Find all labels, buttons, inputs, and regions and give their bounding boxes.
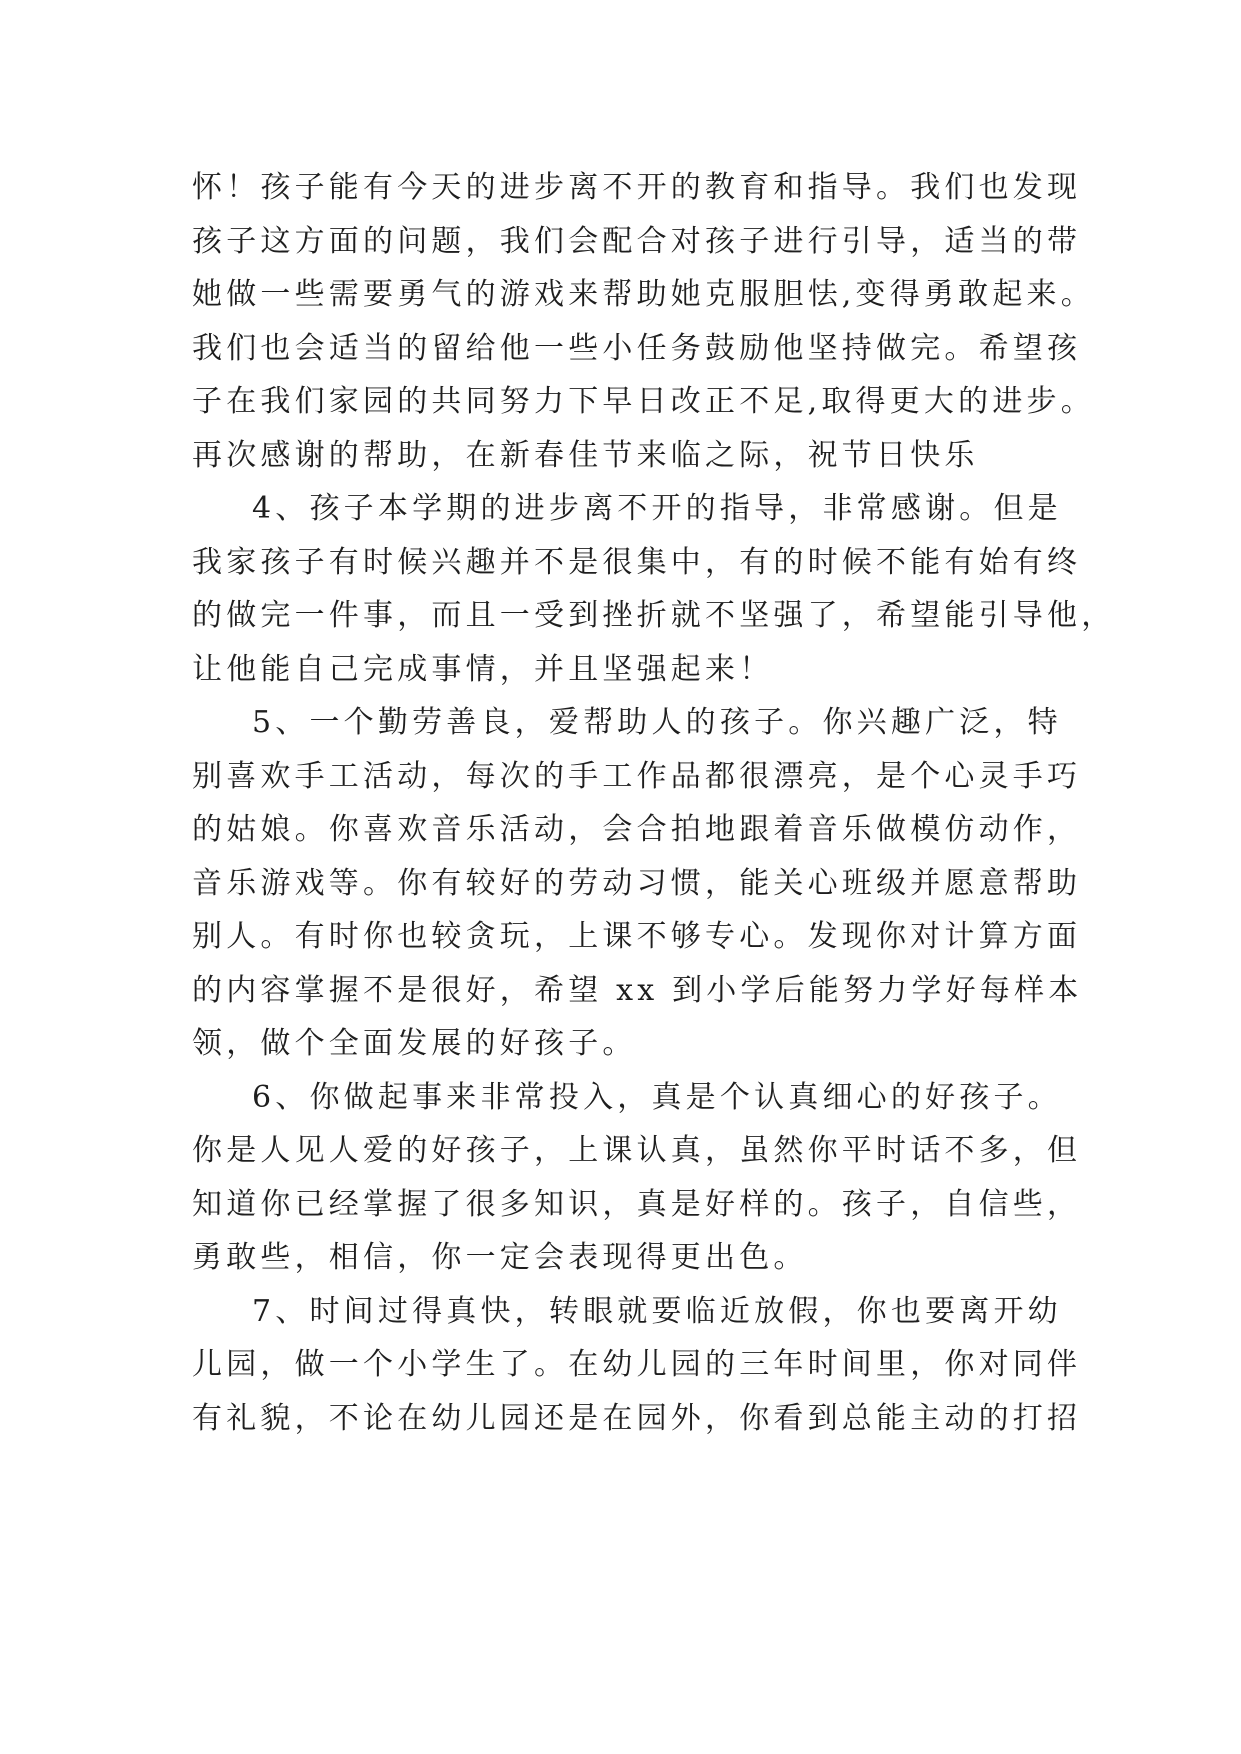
text-line: 勇敢些，相信，你一定会表现得更出色。 [192,1240,808,1275]
text-line: 别喜欢手工活动，每次的手工作品都很漂亮，是个心灵手巧 [192,758,1082,794]
text-line: 再次感谢的帮助，在新春佳节来临之际，祝节日快乐 [192,437,979,473]
text-line: 我家孩子有时候兴趣并不是很集中，有的时候不能有始有终 [192,544,1082,580]
text-line: 怀！孩子能有今天的进步离不开的教育和指导。我们也发现 [192,170,1082,205]
text-line: 孩子这方面的问题，我们会配合对孩子进行引导，适当的带 [192,223,1082,259]
text-line: 4、孩子本学期的进步离不开的指导，非常感谢。但是 [252,491,1062,526]
text-line: 音乐游戏等。你有较好的劳动习惯，能关心班级并愿意帮助 [192,865,1082,901]
text-line: 别人。有时你也较贪玩，上课不够专心。发现你对计算方面 [192,919,1082,954]
text-line: 儿园，做一个小学生了。在幼儿园的三年时间里，你对同伴 [192,1347,1082,1382]
text-line: 知道你已经掌握了很多知识，真是好样的。孩子，自信些， [192,1186,1082,1222]
text-line: 的内容掌握不是很好，希望 xx 到小学后能努力学好每样本 [192,972,1083,1008]
text-line: 她做一些需要勇气的游戏来帮助她克服胆怯,变得勇敢起来。 [192,277,1095,312]
text-line: 7、时间过得真快，转眼就要临近放假，你也要离开幼 [252,1293,1062,1329]
text-line: 子在我们家园的共同努力下早日改正不足,取得更大的进步。 [192,384,1095,419]
text-line: 你是人见人爱的好孩子，上课认真，虽然你平时话不多，但 [192,1133,1082,1168]
document-body [192,161,1116,1445]
text-line: 让他能自己完成事情，并且坚强起来！ [192,651,774,687]
text-line: 6、你做起事来非常投入，真是个认真细心的好孩子。 [252,1079,1062,1115]
text-line: 的做完一件事，而且一受到挫折就不坚强了，希望能引导他， [192,598,1116,633]
text-line: 领，做个全面发展的好孩子。 [192,1026,637,1061]
text-line: 有礼貌，不论在幼儿园还是在园外，你看到总能主动的打招 [192,1400,1082,1436]
text-line: 5、一个勤劳善良，爱帮助人的孩子。你兴趣广泛，特 [252,705,1062,740]
text-line: 的姑娘。你喜欢音乐活动，会合拍地跟着音乐做模仿动作， [192,812,1082,847]
text-line: 我们也会适当的留给他一些小任务鼓励他坚持做完。希望孩 [192,330,1082,366]
